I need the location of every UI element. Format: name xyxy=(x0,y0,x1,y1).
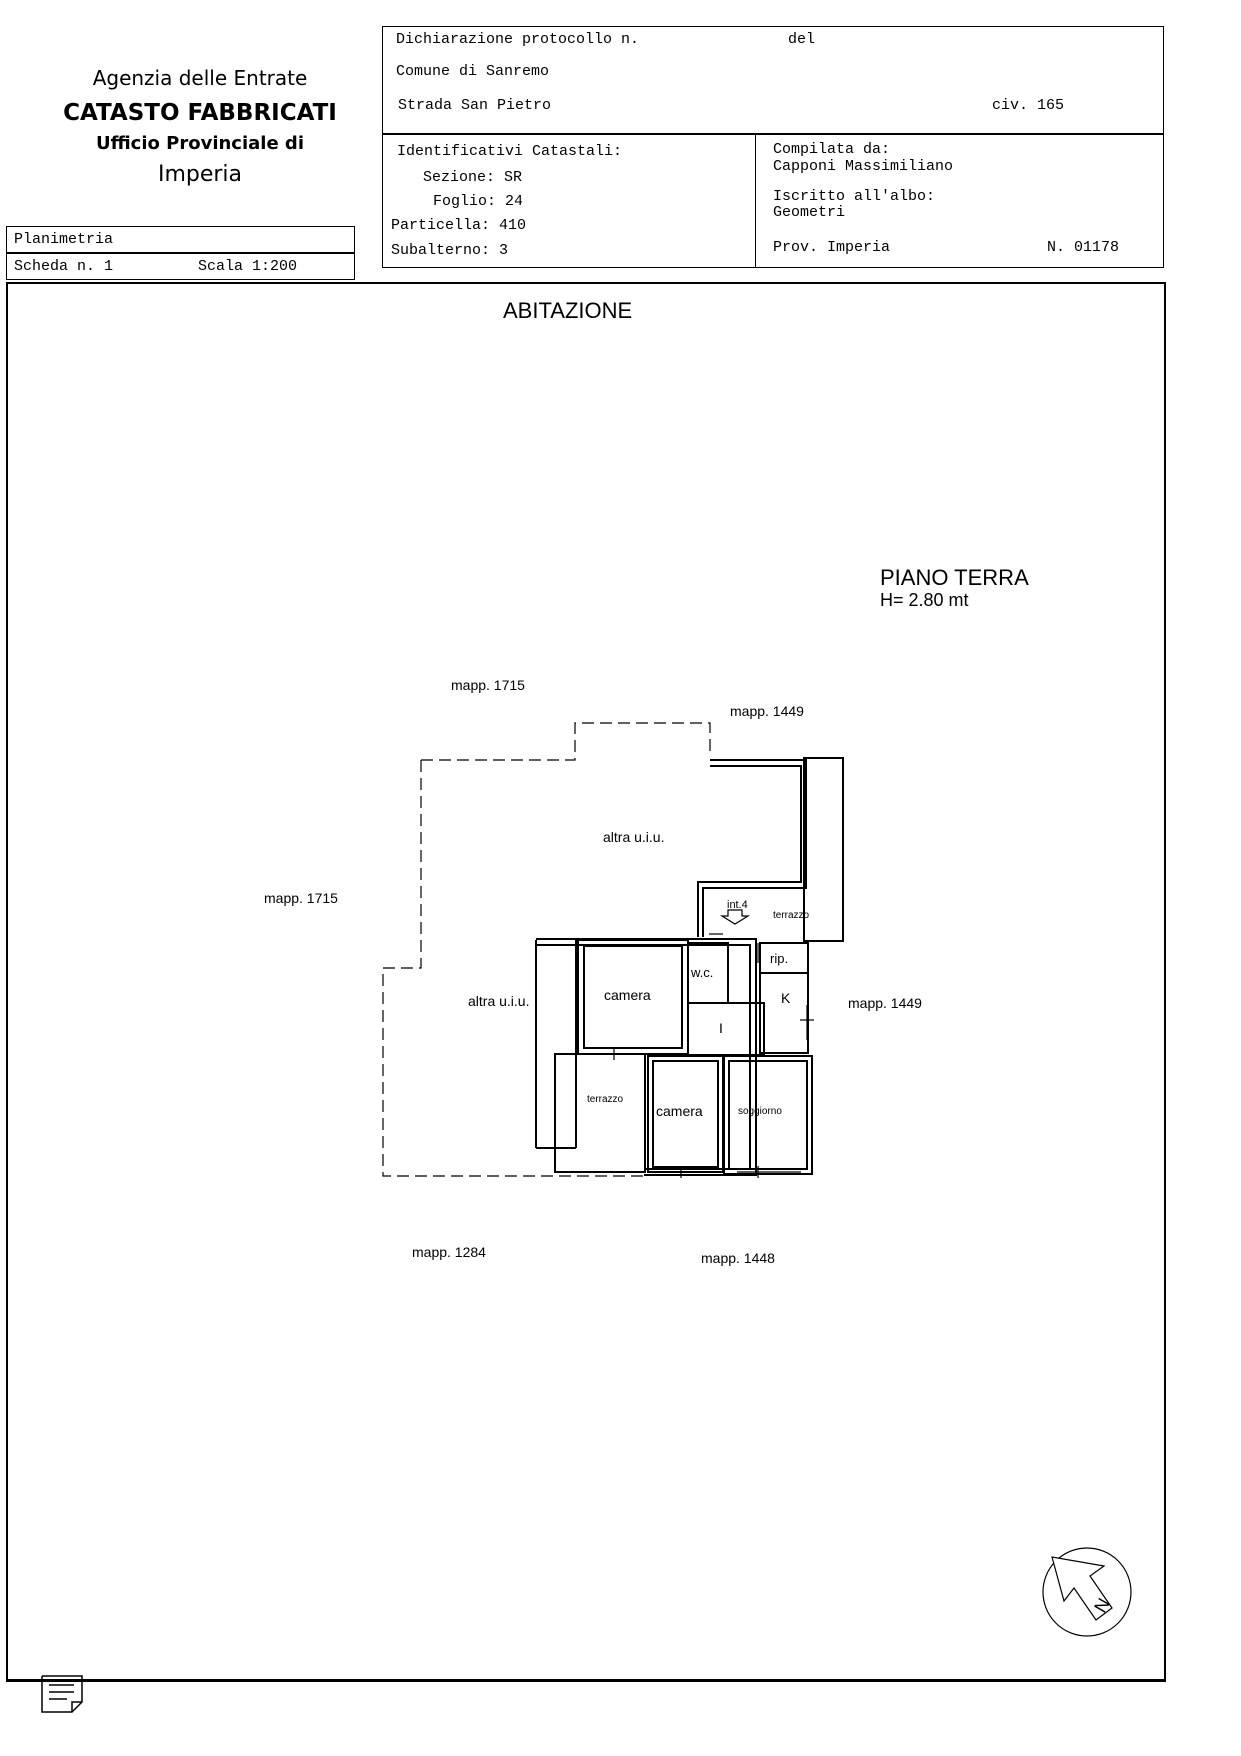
ufficio-city: Imperia xyxy=(157,162,243,187)
strada-label: Strada San Pietro xyxy=(398,97,552,114)
floor-name: PIANO TERRA xyxy=(880,565,1029,590)
label-mapp-1449-top: mapp. 1449 xyxy=(730,703,804,719)
label-camera-1: camera xyxy=(604,987,651,1003)
protocol-label: Dichiarazione protocollo n. xyxy=(396,31,640,48)
scala-label: Scala 1:200 xyxy=(198,258,298,275)
label-mapp-1284: mapp. 1284 xyxy=(412,1244,486,1260)
note-icon xyxy=(42,1676,82,1712)
label-ripostiglio: rip. xyxy=(770,951,789,966)
albo-label: Geometri xyxy=(773,204,846,221)
label-terrazzo-top: terrazzo xyxy=(773,910,810,921)
provincia-label: Prov. Imperia xyxy=(773,239,891,256)
label-disimpegno: I xyxy=(719,1020,723,1036)
albo-number: N. 01178 xyxy=(1047,239,1120,256)
floor-height: H= 2.80 mt xyxy=(880,590,969,610)
ufficio-label: Ufficio Provinciale di xyxy=(95,133,304,154)
iscritto-label: Iscritto all'albo: xyxy=(773,188,936,205)
civico-label: civ. 165 xyxy=(992,97,1065,114)
planimetria-label: Planimetria xyxy=(14,231,114,248)
particella-label: Particella: 410 xyxy=(391,217,527,234)
label-mapp-1715-top: mapp. 1715 xyxy=(451,677,525,693)
label-soggiorno: soggiorno xyxy=(738,1106,782,1117)
scheda-number: Scheda n. 1 xyxy=(14,258,114,275)
subalterno-label: Subalterno: 3 xyxy=(391,242,509,259)
label-altra-uiu-left: altra u.i.u. xyxy=(468,993,530,1009)
identificativi-title: Identificativi Catastali: xyxy=(397,143,623,160)
protocol-del: del xyxy=(788,31,816,48)
label-wc: w.c. xyxy=(691,965,714,980)
label-camera-2: camera xyxy=(656,1103,703,1119)
comune-label: Comune di Sanremo xyxy=(396,63,550,80)
foglio-label: Foglio: 24 xyxy=(433,193,524,210)
label-int4: int.4 xyxy=(727,899,748,911)
label-altra-uiu-top: altra u.i.u. xyxy=(603,829,665,845)
label-mapp-1715-left: mapp. 1715 xyxy=(264,890,338,906)
north-arrow-icon xyxy=(1043,1548,1131,1636)
svg-text:N: N xyxy=(1090,1594,1114,1616)
agency-name: Agenzia delle Entrate xyxy=(92,66,308,90)
label-kitchen: K xyxy=(781,990,791,1006)
compilata-name: Capponi Massimiliano xyxy=(773,158,954,175)
compilata-label: Compilata da: xyxy=(773,141,891,158)
catasto-title: CATASTO FABBRICATI xyxy=(63,100,337,126)
label-terrazzo-bottom: terrazzo xyxy=(587,1094,624,1105)
plan-title: ABITAZIONE xyxy=(503,298,633,323)
label-mapp-1448: mapp. 1448 xyxy=(701,1250,775,1266)
sezione-label: Sezione: SR xyxy=(423,169,523,186)
label-mapp-1449-right: mapp. 1449 xyxy=(848,995,922,1011)
